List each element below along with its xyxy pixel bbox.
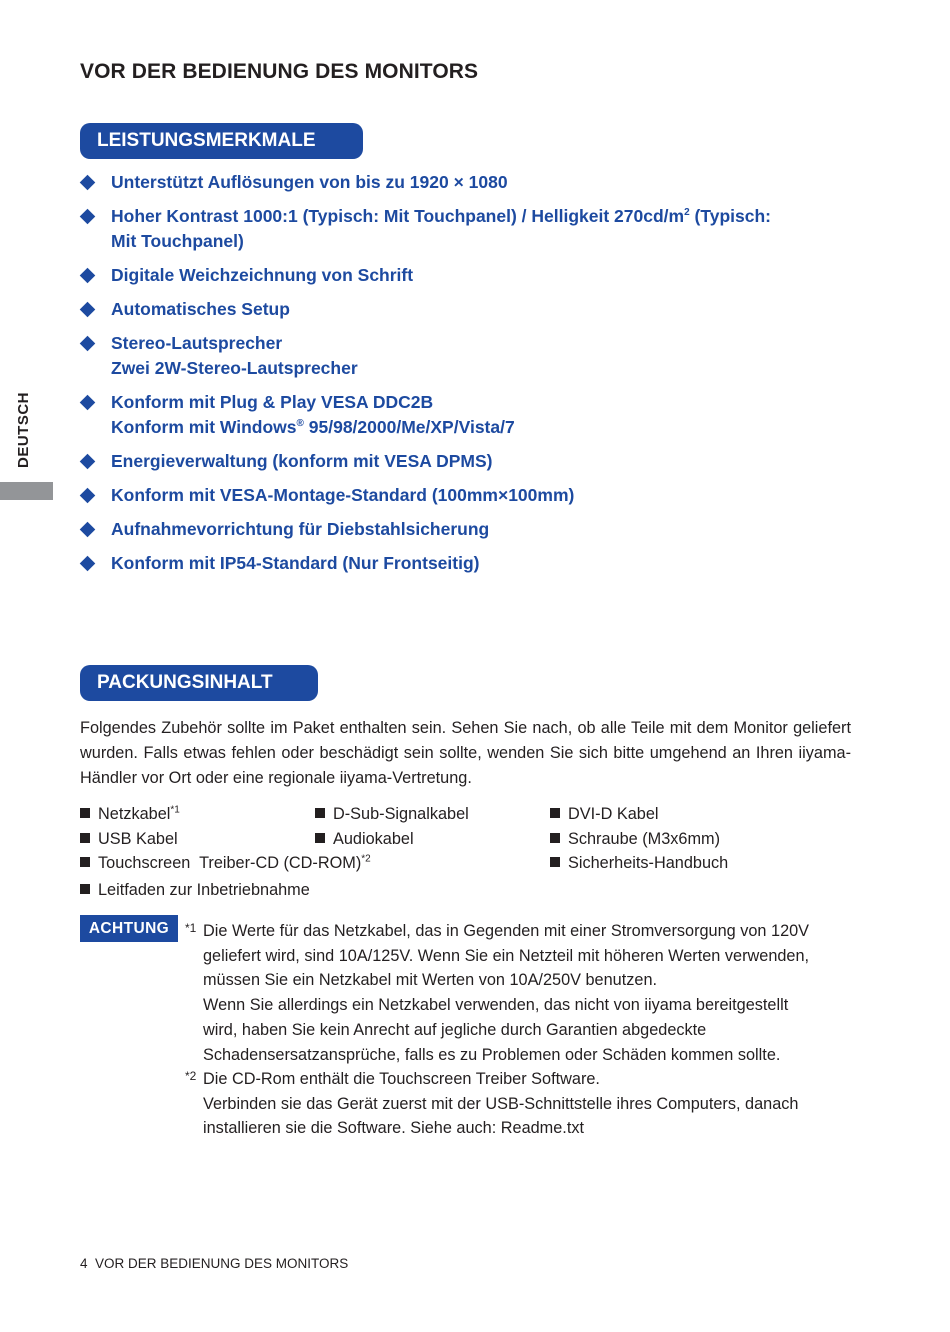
feature-text: Hoher Kontrast 1000:1 (Typisch: Mit Touchpanel) / Helligkeit $270cd/m^2$ (Typisch: <box>111 206 772 226</box>
package-item: Touchscreen Treiber-CD $(CD-ROM)^{*2}$ <box>80 852 371 874</box>
package-heading: PACKUNGSINHALT <box>80 665 318 701</box>
diamond-bullet-icon <box>80 336 96 352</box>
package-item: Sicherheits-Handbuch <box>550 852 728 874</box>
diamond-bullet-icon <box>80 302 96 318</box>
feature-item <box>80 204 855 254</box>
feature-item <box>80 517 855 542</box>
square-bullet-icon <box>315 833 325 843</box>
diamond-bullet-icon <box>80 488 96 504</box>
feature-item <box>80 263 855 288</box>
footer-section: VOR DER BEDIENUNG DES MONITORS <box>95 1256 349 1271</box>
note-marker: *1 <box>185 921 197 935</box>
diamond-bullet-icon <box>80 209 96 225</box>
package-item: USB Kabel <box>80 828 178 850</box>
page-title: VOR DER BEDIENUNG DES MONITORS <box>80 60 479 83</box>
square-bullet-icon <box>550 833 560 843</box>
package-item: Audiokabel <box>315 828 414 850</box>
feature-text: Konform mit IP54-Standard (Nur Frontseitig) <box>111 553 480 573</box>
feature-item <box>80 449 855 474</box>
feature-text: Stereo-Lautsprecher <box>111 333 283 353</box>
features-list <box>80 170 855 585</box>
feature-text: Konform mit VESA-Montage-Standard (100mm×100mm) <box>111 485 575 505</box>
page-footer <box>80 1256 348 1271</box>
diamond-bullet-icon <box>80 268 96 284</box>
feature-text: Digitale Weichzeichnung von Schrift <box>111 265 414 285</box>
package-item: D-Sub-Signalkabel <box>315 803 469 825</box>
square-bullet-icon <box>550 857 560 867</box>
feature-text: Automatisches Setup <box>111 299 290 319</box>
feature-item <box>80 331 855 381</box>
square-bullet-icon <box>550 808 560 818</box>
feature-item <box>80 390 855 440</box>
square-bullet-icon <box>80 808 90 818</box>
feature-text: Mit Touchpanel) <box>111 231 244 251</box>
feature-item <box>80 483 855 508</box>
page-number: 4 <box>80 1256 88 1271</box>
diamond-bullet-icon <box>80 175 96 191</box>
package-intro: Folgendes Zubehör sollte im Paket enthalten sein. Sehen Sie nach, ob alle Teile mit dem Monitor geliefert wurden. Falls etwas fehlen oder beschädigt sein sollte, wenden Sie sich bitte umgehend an Ihren iiyama-Händler vor Ort oder eine regionale iiyama-Vertretung. <box>80 719 851 787</box>
feature-text: Unterstützt Auflösungen von bis zu 1920 × 1080 <box>111 172 508 192</box>
features-heading: LEISTUNGSMERKMALE <box>80 123 363 159</box>
side-language-tab <box>0 482 53 500</box>
feature-text: Aufnahmevorrichtung für Diebstahlsicherung <box>111 519 490 539</box>
package-item: DVI-D Kabel <box>550 803 659 825</box>
package-item: Schraube (M3x6mm) <box>550 828 720 850</box>
feature-text: Energieverwaltung (konform mit VESA DPMS) <box>111 451 493 471</box>
note-marker: *2 <box>185 1069 197 1083</box>
square-bullet-icon <box>80 884 90 894</box>
feature-item <box>80 170 855 195</box>
feature-item <box>80 551 855 576</box>
square-bullet-icon <box>80 833 90 843</box>
diamond-bullet-icon <box>80 395 96 411</box>
note-text: Die CD-Rom enthält die Touchscreen Treiber Software. Verbinden sie das Gerät zuerst mit der USB-Schnittstelle ihres Computers, danach installieren sie die Software. Siehe auch: Readme.txt <box>203 1070 799 1138</box>
diamond-bullet-icon <box>80 454 96 470</box>
feature-text: Zwei 2W-Stereo-Lautsprecher <box>111 358 358 378</box>
square-bullet-icon <box>80 857 90 867</box>
square-bullet-icon <box>315 808 325 818</box>
note-text: Die Werte für das Netzkabel, das in Gegenden mit einer Stromversorgung von 120V geliefert wird, sind 10A/125V. Wenn Sie ein Netzteil mit höheren Werten verwenden, müssen Sie ein Netzkabel mit Werten von 10A/250V benutzen. Wenn Sie allerdings ein Netzkabel verwenden, das nicht von iiyama bereitgestellt wird, haben Sie kein Anrecht auf jegliche durch Garantien abgedeckte Schadensersatzansprüche, falls es zu Problemen oder Schäden kommen sollte. <box>203 922 810 1064</box>
side-language-label: DEUTSCH <box>15 392 32 469</box>
feature-text: Konform mit Windows® 95/98/2000/Me/XP/Vista/7 <box>111 417 515 437</box>
feature-item <box>80 297 855 322</box>
package-item: Netzkabel$^{*1}$ <box>80 803 180 825</box>
diamond-bullet-icon <box>80 556 96 572</box>
caution-badge: ACHTUNG <box>80 915 178 942</box>
diamond-bullet-icon <box>80 522 96 538</box>
package-item: Leitfaden zur Inbetriebnahme <box>80 879 310 901</box>
feature-text: Konform mit Plug & Play VESA DDC2B <box>111 392 434 412</box>
